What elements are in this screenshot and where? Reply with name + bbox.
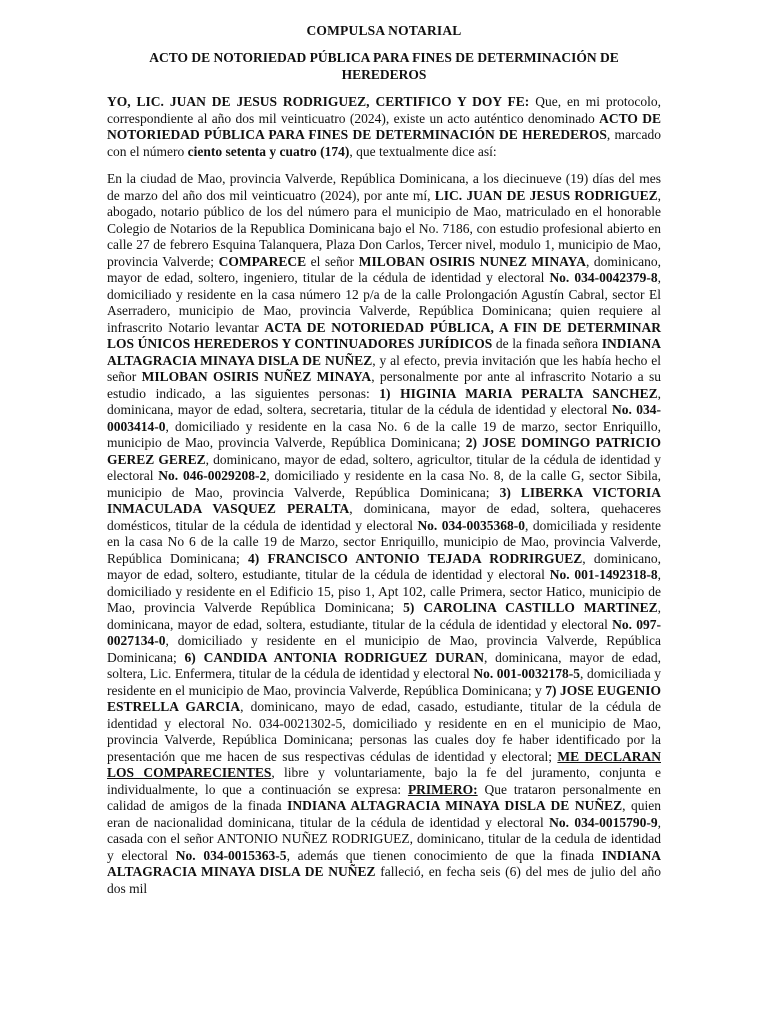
text-run: de la finada señora	[492, 336, 602, 351]
text-run: , casada con el señor ANTONIO NUÑEZ RODRIGUEZ, dominicano, titular de la cedula de identidad y electoral	[107, 814, 661, 863]
emphasized-text-run: LIC. JUAN DE JESUS RODRIGUEZ	[434, 187, 658, 203]
text-run: falleció, en fecha seis (6) del mes de julio del año dos mil	[107, 864, 661, 896]
text-run: , dominicana, mayor de edad, soltera, estudiante, titular de la cédula de identidad y electoral	[107, 600, 662, 632]
text-run: , dominicana, mayor de edad, soltera, quehaceres domésticos, titular de la cédula de identidad y electoral	[107, 501, 661, 533]
emphasized-text-run: MILOBAN OSIRIS NUNEZ MINAYA	[358, 253, 586, 269]
emphasized-text-run: 3) LIBERKA VICTORIA INMACULADA VASQUEZ PERALTA	[107, 484, 662, 516]
emphasized-text-run: 7) JOSE EUGENIO ESTRELLA GARCIA	[107, 682, 661, 714]
text-run: , dominicano, mayo de edad, casado, estudiante, titular de la cédula de identidad y electoral No. 034-0021302-5, domiciliado y residente en en el municipio de Mao, provincia Valverde, República Dominicana; personas las cuales doy fe haber identificado por la presentación que me hacen de sus respectivas cédulas de identidad y electoral;	[107, 699, 661, 764]
emphasized-text-run: INDIANA ALTAGRACIA MINAYA DISLA DE NUÑEZ	[287, 798, 623, 813]
emphasized-text-run: No. 034-0003414-0	[107, 402, 661, 434]
emphasized-text-run: 5) CAROLINA CASTILLO MARTINEZ	[403, 600, 658, 615]
emphasized-text-run: INDIANA ALTAGRACIA MINAYA DISLA DE NUÑEZ	[107, 847, 661, 879]
act-body-paragraph	[107, 171, 661, 897]
text-run: , marcado con el número	[107, 127, 661, 159]
text-run: , dominicano, mayor de edad, soltero, ingeniero, titular de la cédula de identidad y electoral	[107, 253, 661, 285]
emphasized-text-run: No. 034-0035368-0	[417, 517, 526, 533]
emphasized-text-run: ciento setenta y cuatro (174)	[187, 143, 350, 159]
emphasized-text-run: 6) CANDIDA ANTONIA RODRIGUEZ DURAN	[184, 649, 484, 665]
emphasized-text-run: 1) HIGINIA MARIA PERALTA SANCHEZ	[379, 385, 658, 401]
emphasized-text-run: ACTO DE NOTORIEDAD PÚBLICA PARA FINES DE DETERMINACIÓN DE HEREDEROS	[107, 110, 662, 142]
emphasized-text-run: 4) FRANCISCO ANTONIO TEJADA RODRIRGUEZ	[248, 550, 583, 566]
emphasized-text-run: No. 034-0015790-9	[549, 814, 658, 830]
text-run: Que trataron personalmente en calidad de amigos de la finada	[107, 781, 661, 813]
certification-paragraph	[107, 94, 661, 160]
text-run: , domiciliado y residente en el municipio de Mao, provincia Valverde, República Dominicana;	[107, 633, 661, 665]
emphasized-text-run: ACTA DE NOTORIEDAD PÚBLICA, A FIN DE DETERMINAR LOS ÚNICOS HEREDEROS Y CONTINUADORES JURÍDICOS	[107, 319, 661, 351]
emphasized-text-run: ME DECLARAN LOS COMPARECIENTES	[107, 748, 661, 780]
text-run: , domiciliada y residente en el municipio de Mao, provincia Valverde, República Dominicana; y	[107, 666, 661, 698]
emphasized-text-run: MILOBAN OSIRIS NUÑEZ MINAYA	[141, 369, 372, 384]
text-run: , dominicano, mayor de edad, soltero, agricultor, titular de la cédula de identidad y electoral	[107, 451, 661, 483]
text-run: , quien eran de nacionalidad dominicana, titular de la cédula de identidad y electoral	[107, 798, 661, 830]
text-run: , además que tienen conocimiento de que la finada	[286, 847, 602, 863]
emphasized-text-run: No. 001-0032178-5	[473, 666, 581, 681]
text-run: , dominicana, mayor de edad, soltera, secretaria, titular de la cédula de identidad y electoral	[107, 385, 662, 417]
document-heading: COMPULSA NOTARIAL	[306, 23, 462, 38]
emphasized-text-run: COMPARECE	[218, 253, 307, 269]
emphasized-text-run: No. 001-1492318-8	[549, 567, 658, 582]
emphasized-text-run: No. 034-0042379-8	[549, 270, 658, 285]
emphasized-text-run: No. 097-0027134-0	[107, 616, 661, 648]
text-run: el señor	[306, 253, 359, 269]
text-run: , domiciliado y residente en la casa No. 6 de la calle 19 de marzo, sector Enriquillo, municipio de Mao, provincia Valverde, República Dominicana;	[107, 418, 661, 450]
text-run: , personalmente por ante al infrascrito Notario a su estudio indicado, a las siguientes personas:	[107, 369, 661, 401]
text-run: , libre y voluntariamente, bajo la fe del juramento, conjunta e individualmente, lo que a continuación se expresa:	[107, 765, 661, 797]
emphasized-text-run: No. 046-0029208-2	[158, 468, 267, 483]
text-run: , que textualmente dice así:	[349, 143, 497, 159]
text-run: , abogado, notario público de los del número para el municipio de Mao, matriculado en el honorable Colegio de Notarios de la Republica Dominicana bajo el No. 7186, con estudio profesional abierto en calle 27 de febrero Esquina Talanquera, Plaza Don Carlos, Tercer nivel, modulo 1, municipio de Mao, provincia Valverde;	[107, 187, 661, 269]
text-run: , domiciliada y residente en la casa No 6 de la calle 19 de Marzo, sector Enriquillo, municipio de Mao, provincia Valverde, República Dominicana;	[107, 517, 662, 566]
text-run: , y al efecto, previa invitación que les había hecho el señor	[107, 352, 661, 384]
text-run: , dominicana, mayor de edad, soltera, Lic. Enfermera, titular de la cédula de identidad y electoral	[107, 649, 661, 681]
emphasized-text-run: 2) JOSE DOMINGO PATRICIO GEREZ GEREZ	[107, 435, 662, 467]
emphasized-text-run: PRIMERO:	[407, 781, 478, 797]
text-run: , domiciliado y residente en la casa número 12 p/a de la calle Prolongación Agustín Cabral, sector El Aserradero, municipio de Mao, provincia Valverde, República Dominicana; quien requiere al infrascrito Notario levantar	[107, 270, 661, 335]
document-subheading: ACTO DE NOTORIEDAD PÚBLICA PARA FINES DE DETERMINACIÓN DE HEREDEROS	[149, 50, 619, 82]
emphasized-text-run: No. 034-0015363-5	[175, 847, 287, 863]
emphasized-text-run: YO, LIC. JUAN DE JESUS RODRIGUEZ, CERTIFICO Y DOY FE:	[107, 94, 530, 109]
emphasized-text-run: INDIANA ALTAGRACIA MINAYA DISLA DE NUÑEZ	[107, 336, 662, 368]
text-run: Que, en mi protocolo, correspondiente al año dos mil veinticuatro (2024), existe un acto auténtico denominado	[107, 94, 661, 126]
text-run: , domiciliado y residente en la casa No. 8, de la calle G, sector Sibila, municipio de Mao, provincia Valverde, República Dominicana;	[107, 468, 662, 500]
text-run: , domiciliado y residente en el Edificio 15, piso 1, Apt 102, calle Primera, sector Hatico, municipio de Mao, provincia Valverde República Dominicana;	[107, 567, 661, 615]
text-run: , dominicano, mayor de edad, soltero, estudiante, titular de la cédula de identidad y electoral	[107, 550, 661, 582]
text-run: En la ciudad de Mao, provincia Valverde, República Dominicana, a los diecinueve (19) días del mes de marzo del año dos mil veinticuatro (2024), por ante mí,	[107, 171, 661, 203]
